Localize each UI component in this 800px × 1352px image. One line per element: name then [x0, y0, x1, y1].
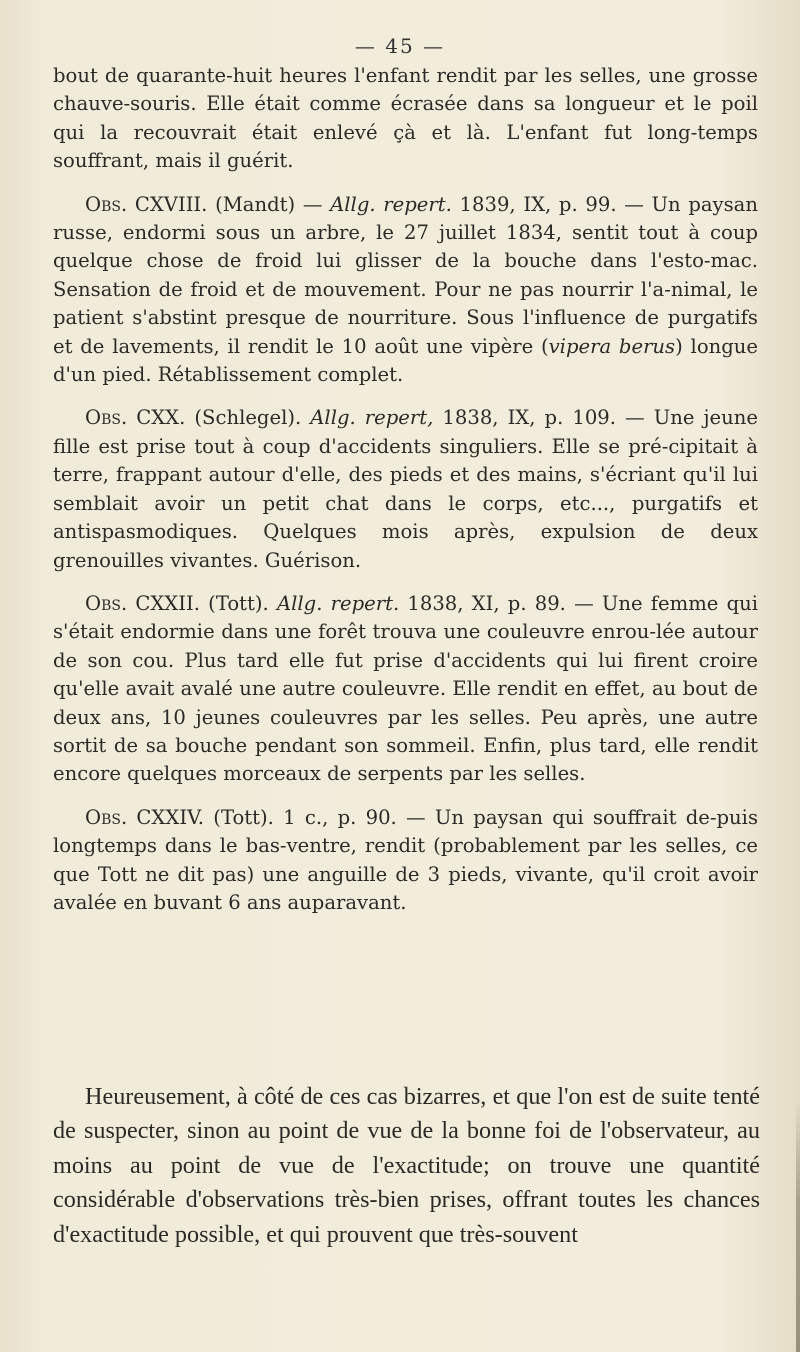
- page-number: — 45 —: [354, 34, 446, 58]
- obs-body: 1 c., p. 90. — Un paysan qui souffrait de-puis longtemps dans le bas-ventre, rendit (probablement par les selles, ce que Tott ne dit pas) une anguille de 3 pieds, vivante, qu'il croit avoir avalée en buvant 6 ans auparavant.: [53, 805, 758, 914]
- obs-reference: Allg. repert.: [330, 192, 452, 216]
- obs-body: 1838, XI, p. 89. — Une femme qui s'était endormie dans une forêt trouva une couleuvre enrou-lée autour de son cou. Plus tard elle fut prise d'accidents qui lui firent croire qu'elle avait avalé une autre couleuvre. Elle rendit en effet, au bout de deux ans, 10 jeunes couleuvres par les selles. Peu après, une autre sortit de sa bouche pendant son sommeil. Enfin, plus tard, elle rendit encore quelques morceaux de serpents par les selles.: [53, 591, 759, 786]
- intro-paragraph: bout de quarante-huit heures l'enfant rendit par les selles, une grosse chauve-souris. Elle était comme écrasée dans sa longueur et le poil qui la recouvrait était enlevé çà et là. L'enfant fut long-temps souffrant, mais il guérit.: [53, 64, 758, 173]
- obs-reference: Allg. repert.: [276, 591, 400, 615]
- obs-label: Obs. CXX.: [85, 406, 186, 430]
- obs-body: 1838, IX, p. 109. — Une jeune fille est prise tout à coup d'accidents singuliers. Elle se pré-cipitait à terre, frappant autour d'elle, des pieds et des mains, s'écriant qu'il lui semblait avoir un petit chat dans le corps, etc..., purgatifs et antispasmodiques. Quelques mois après, expulsion de deux grenouilles vivantes. Guérison.: [53, 406, 758, 572]
- obs-author: (Tott).: [213, 805, 274, 829]
- observation-118: [53, 191, 758, 390]
- obs-reference: Allg. repert,: [310, 406, 434, 430]
- observation-120: [53, 404, 758, 574]
- obs-author: (Tott).: [208, 591, 269, 615]
- conclusion-text: [53, 1080, 760, 1252]
- obs-label: Obs. CXVIII.: [85, 192, 208, 216]
- obs-latin-name: vipera berus: [548, 334, 676, 358]
- obs-label: Obs. CXXII.: [85, 591, 200, 615]
- conclusion-paragraph: Heureusement, à côté de ces cas bizarres, et que l'on est de suite tenté de suspecter, sinon au point de vue de la bonne foi de l'observateur, au moins au point de vue de l'exactitude; on trouve une quantité considérable d'observations très-bien prises, offrant toutes les chances d'exactitude possible, et qui prouvent que très-souvent: [53, 1083, 760, 1248]
- observation-122: [53, 590, 758, 789]
- obs-author: (Schlegel).: [194, 406, 302, 430]
- obs-author: (Mandt) —: [215, 192, 323, 216]
- obs-body-end: ) longue d'un pied. Rétablissement complet.: [53, 334, 758, 387]
- page-edge-shadow: [796, 1100, 800, 1352]
- obs-label: Obs. CXXIV.: [85, 805, 205, 829]
- body-text: [53, 62, 758, 917]
- obs-body: 1839, IX, p. 99. — Un paysan russe, endormi sous un arbre, le 27 juillet 1834, sentit tout à coup quelque chose de froid lui glisser de la bouche dans l'esto-mac. Sensation de froid et de mouvement. Pour ne pas nourrir l'a-nimal, le patient s'abstint presque de nourriture. Sous l'influence de purgatifs et de lavements, il rendit le 10 août une vipère (: [53, 192, 758, 358]
- observation-124: [53, 804, 758, 918]
